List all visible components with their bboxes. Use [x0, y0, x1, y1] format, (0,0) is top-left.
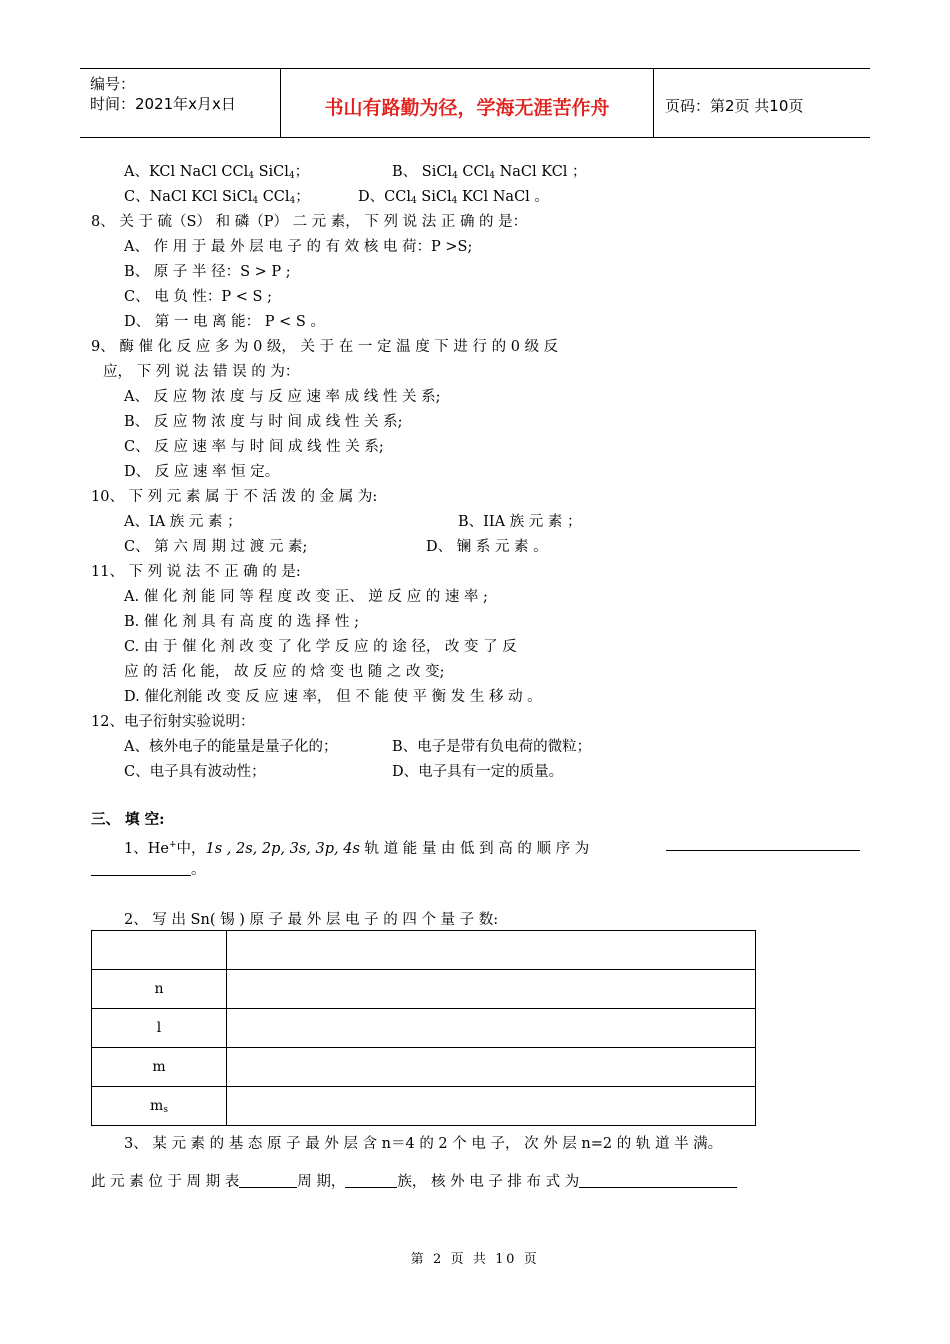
configuration-blank[interactable]: [579, 1173, 737, 1188]
q8-option-d: D、 第 一 电 离 能： P < S 。: [124, 314, 325, 330]
header-motto-cell: [281, 69, 654, 137]
table-row: [92, 1009, 756, 1048]
page-info: 页码：第2页 共10页: [665, 97, 804, 115]
fill-3-question: 3、 某 元 素 的 基 态 原 子 最 外 层 含 n＝4 的 2 个 电 子， 次 外 层 n=2 的 轨 道 半 满。: [124, 1136, 723, 1152]
q10-option-b: B、IIA 族 元 素 ；: [458, 514, 582, 530]
q9-option-b: B、 反 应 物 浓 度 与 时 间 成 线 性 关 系;: [124, 414, 403, 430]
q10-stem: 10、 下 列 元 素 属 于 不 活 泼 的 金 属 为:: [91, 489, 378, 505]
q12-option-b: B、电子是带有负电荷的微粒；: [392, 739, 592, 755]
quantum-ms-answer[interactable]: [227, 1087, 756, 1126]
q9-option-a: A、 反 应 物 浓 度 与 反 应 速 率 成 线 性 关 系;: [124, 389, 441, 405]
table-row: [92, 970, 756, 1009]
q8-option-b: B、 原 子 半 径：S > P ;: [124, 264, 291, 280]
q11-option-b: B. 催 化 剂 具 有 高 度 的 选 择 性 ;: [124, 614, 359, 630]
q12-option-a: A、核外电子的能量是量子化的；: [124, 739, 338, 755]
section-3-title: 三、 填 空:: [91, 811, 165, 828]
table-row: [92, 1048, 756, 1087]
quantum-m-label: m: [92, 1048, 227, 1087]
quantum-n-answer[interactable]: [227, 970, 756, 1009]
q9-option-d: D、 反 应 速 率 恒 定。: [124, 464, 280, 480]
table-header-cell: [92, 931, 227, 970]
quantum-l-answer[interactable]: [227, 1009, 756, 1048]
q12-option-d: D、电子具有一定的质量。: [392, 764, 564, 780]
q11-option-a: A. 催 化 剂 能 同 等 程 度 改 变 正、 逆 反 应 的 速 率 ;: [124, 589, 488, 605]
quantum-number-table: [91, 930, 756, 1126]
fill-1-answer-blank[interactable]: [666, 835, 860, 855]
quantum-n-label: n: [92, 970, 227, 1009]
q11-option-c-cont: 应 的 活 化 能， 故 反 应 的 焓 变 也 随 之 改 变;: [124, 664, 445, 680]
motto: 书山有路勤为径，学海无涯苦作舟: [324, 97, 610, 119]
q11-option-c: C. 由 于 催 化 剂 改 变 了 化 学 反 应 的 途 径， 改 变 了 反: [124, 639, 517, 655]
q12-stem: 12、电子衍射实验说明：: [91, 714, 255, 730]
table-answer-cell[interactable]: [227, 931, 756, 970]
q7-option-d: D、CCl$_4$ SiCl$_4$ KCl NaCl 。: [358, 189, 549, 206]
table-row: [92, 1087, 756, 1126]
q10-option-a: A、IA 族 元 素 ；: [124, 514, 242, 530]
q7-option-b: B、 SiCl$_4$ CCl$_4$ NaCl KCl ；: [392, 164, 587, 181]
q7-option-a: A、KCl NaCl CCl$_4$ SiCl$_4$；: [124, 164, 310, 181]
header-info-cell: [80, 69, 281, 137]
q11-stem: 11、 下 列 说 法 不 正 确 的 是:: [91, 564, 301, 580]
q8-stem: 8、 关 于 硫（S） 和 磷（P） 二 元 素， 下 列 说 法 正 确 的 是：: [91, 214, 528, 230]
page-header: [80, 68, 870, 138]
fill-1-question: 1、He+中，1s , 2s, 2p, 3s, 3p, 4s 轨 道 能 量 由 低 到 高 的 顺 序 为: [124, 840, 590, 857]
q9-option-c: C、 反 应 速 率 与 时 间 成 线 性 关 系;: [124, 439, 384, 455]
fill-1-answer-blank-cont[interactable]: 。: [91, 860, 206, 880]
quantum-l-label: l: [92, 1009, 227, 1048]
fill-3-question-cont: 此 元 素 位 于 周 期 表 周 期， 族， 核 外 电 子 排 布 式 为: [91, 1172, 737, 1192]
date-label: 时间：2021年x月x日: [90, 95, 236, 113]
q8-option-c: C、 电 负 性：P < S ;: [124, 289, 272, 305]
q9-stem-cont: 应， 下 列 说 法 错 误 的 为：: [103, 364, 300, 380]
q12-option-c: C、电子具有波动性；: [124, 764, 266, 780]
quantum-m-answer[interactable]: [227, 1048, 756, 1087]
table-row: [92, 931, 756, 970]
q8-option-a: A、 作 用 于 最 外 层 电 子 的 有 效 核 电 荷：P >S;: [124, 239, 473, 255]
q11-option-d: D. 催化剂能 改 变 反 应 速 率， 但 不 能 使 平 衡 发 生 移 动 。: [124, 689, 542, 705]
quantum-ms-label: $m_s$: [92, 1087, 227, 1126]
page-footer: 第 2 页 共 10 页: [410, 1252, 540, 1267]
q9-stem: 9、 酶 催 化 反 应 多 为 0 级， 关 于 在 一 定 温 度 下 进 行 的 0 级 反: [91, 339, 559, 355]
q10-option-d: D、 镧 系 元 素 。: [426, 539, 548, 555]
period-blank[interactable]: [239, 1173, 297, 1188]
number-label: 编号：: [90, 75, 136, 93]
group-blank[interactable]: [345, 1173, 397, 1188]
q7-option-c: C、NaCl KCl SiCl$_4$ CCl$_4$；: [124, 189, 310, 206]
q10-option-c: C、 第 六 周 期 过 渡 元 素;: [124, 539, 308, 555]
fill-2-question: 2、 写 出 Sn( 锡 ) 原 子 最 外 层 电 子 的 四 个 量 子 数:: [124, 912, 499, 928]
